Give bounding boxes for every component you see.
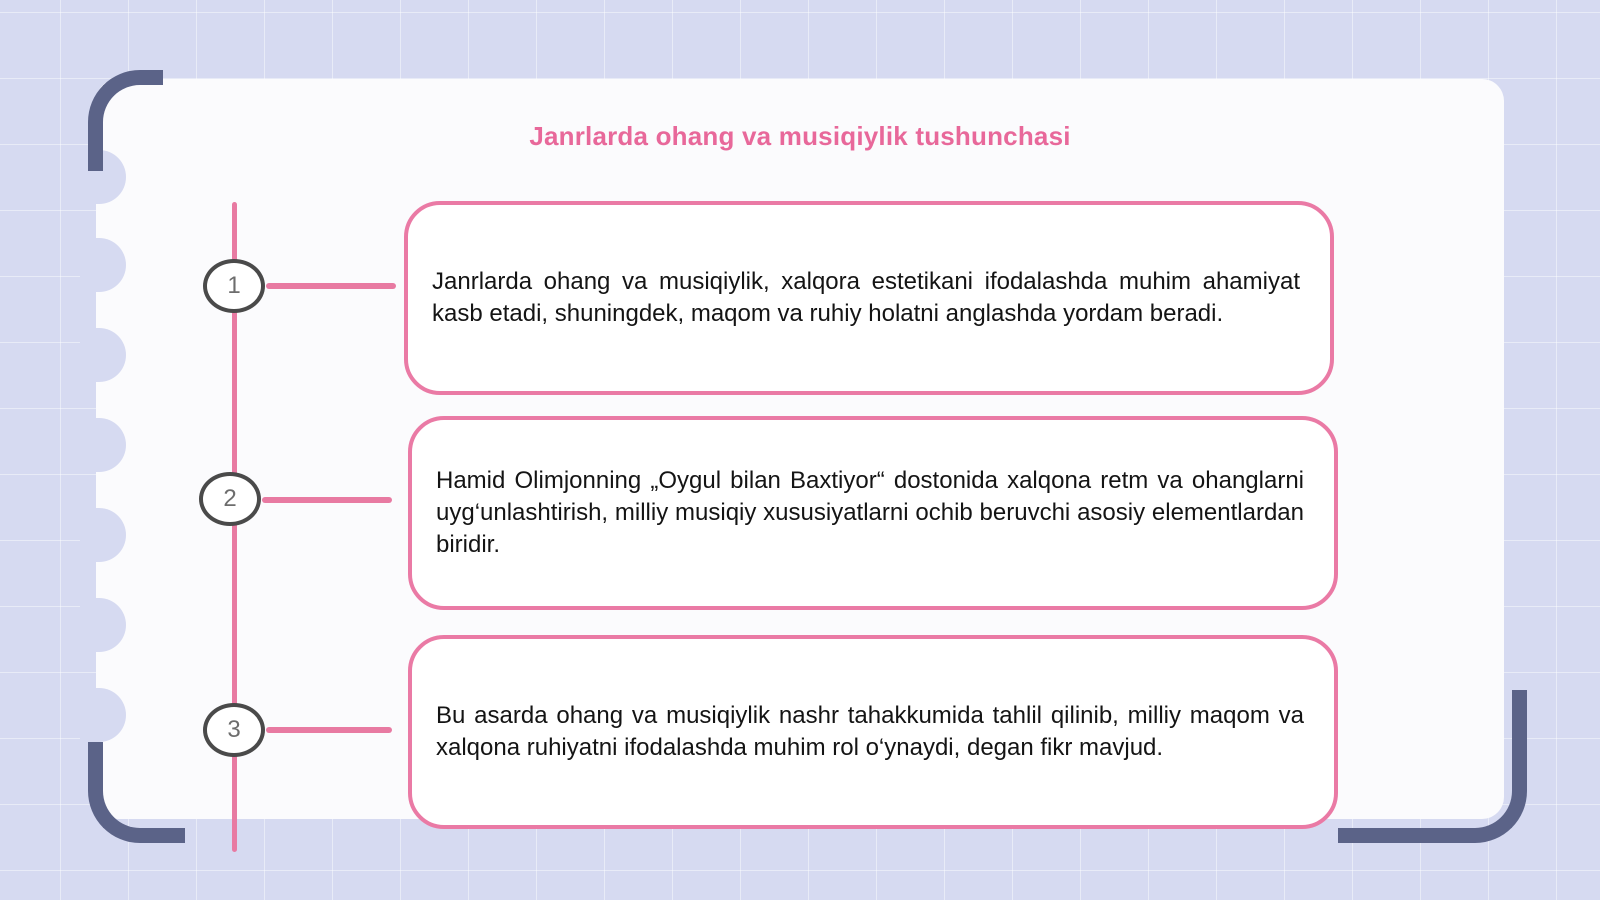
corner-bracket-bottom-left [88, 742, 185, 843]
info-card-text: Bu asarda ohang va musiqiylik nashr tahakkumida tahlil qilinib, milliy maqom va xalqona ruhiyatni ifodalashda muhim rol o‘ynaydi, degan fikr mavjud. [436, 702, 1304, 761]
slide-title: Janrlarda ohang va musiqiylik tushunchasi [529, 121, 1071, 151]
info-card-2 [408, 416, 1338, 610]
corner-bracket-bottom-right [1338, 690, 1527, 843]
step-number-3: 3 [203, 703, 265, 757]
info-card-text: Hamid Olimjonning „Oygul bilan Baxtiyor“ dostonida xalqona retm va ohanglarni uyg‘unlashtirish, milliy musiqiy xususiyatlarni ochib beruvchi asosiy elementlardan biridir. [436, 467, 1304, 558]
step-number-2: 2 [199, 472, 261, 526]
info-card-text: Janrlarda ohang va musiqiylik, xalqora estetikani ifodalashda muhim ahamiyat kasb etadi, shuningdek, maqom va ruhiy holatni anglashda yordam beradi. [432, 268, 1300, 327]
corner-bracket-top-left [88, 70, 163, 171]
step-number-1: 1 [203, 259, 265, 313]
info-card-3 [408, 635, 1338, 829]
timeline-connector [262, 497, 392, 503]
timeline-connector [266, 727, 392, 733]
timeline-connector [266, 283, 396, 289]
info-card-1 [404, 201, 1334, 395]
